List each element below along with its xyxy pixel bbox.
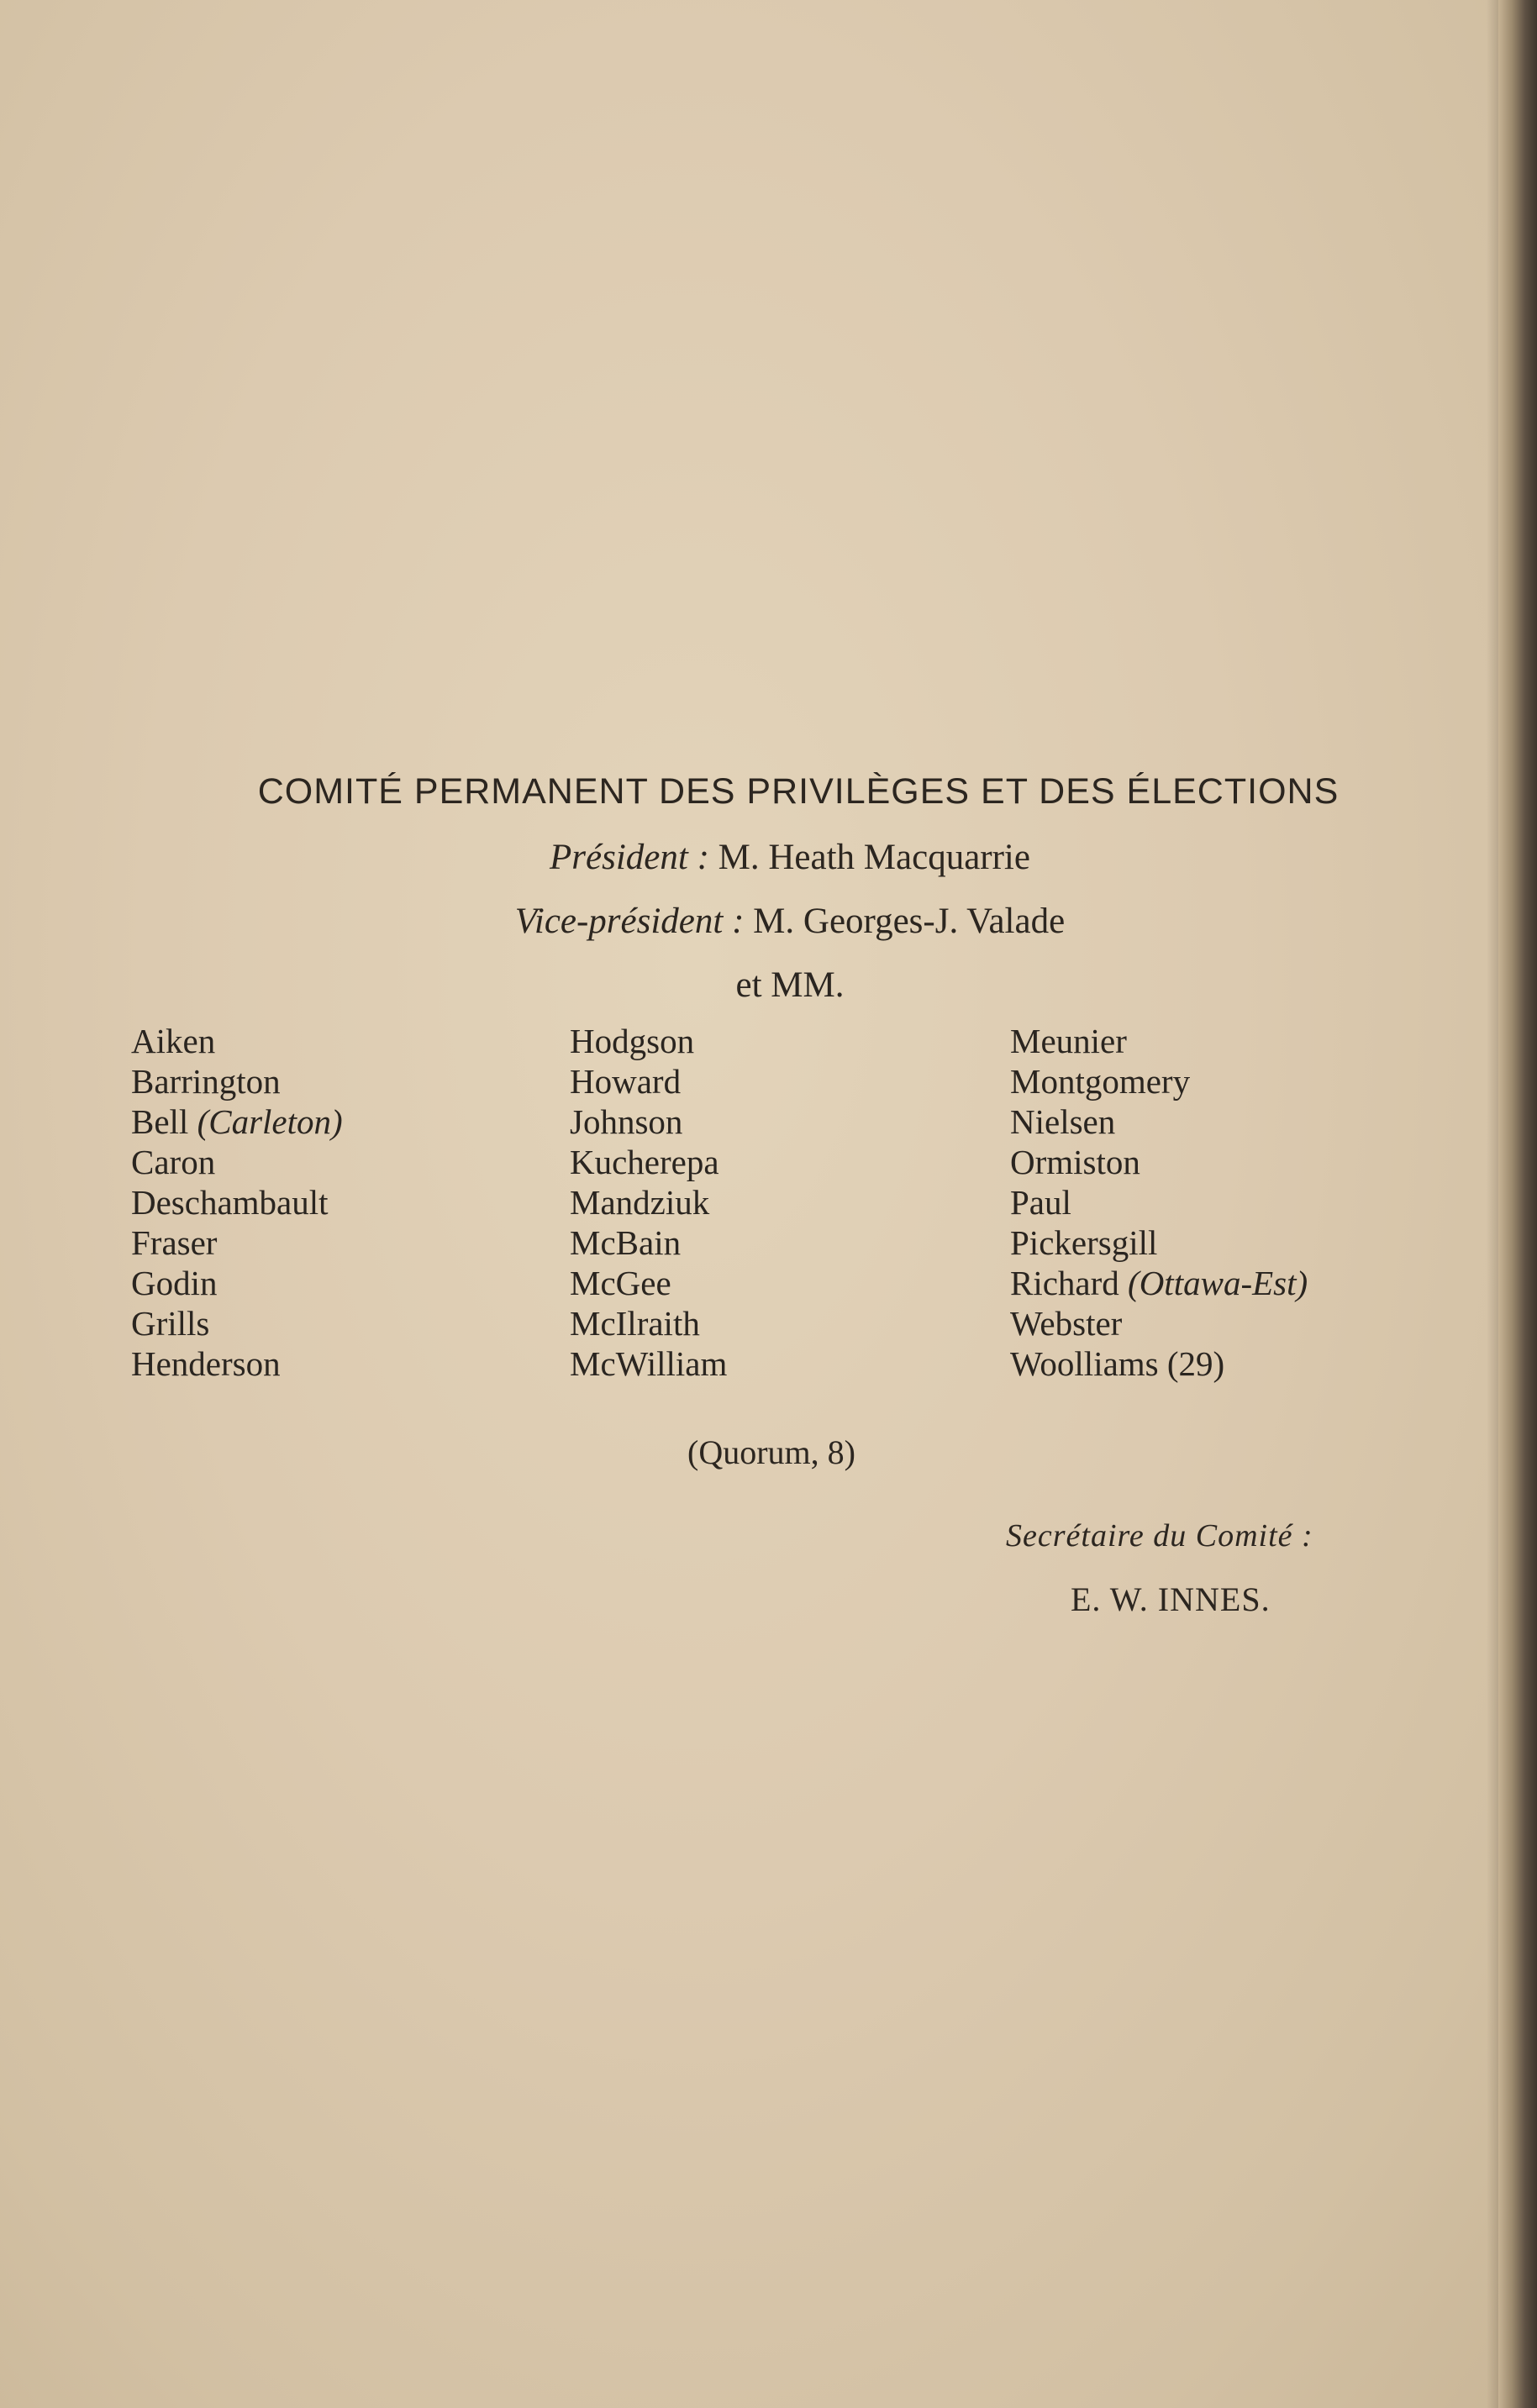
member-entry — [131, 1182, 343, 1222]
member-name: Kucherepa — [570, 1143, 719, 1181]
member-name: Meunier — [1010, 1022, 1127, 1060]
member-entry — [1010, 1061, 1308, 1101]
member-entry — [570, 1101, 727, 1142]
member-name: Hodgson — [570, 1022, 695, 1060]
member-entry — [570, 1303, 727, 1343]
member-district: (Ottawa-Est) — [1128, 1264, 1308, 1302]
member-name: Pickersgill — [1010, 1223, 1158, 1262]
member-name: Bell — [131, 1102, 189, 1141]
member-entry — [1010, 1222, 1308, 1263]
members-column-1 — [131, 1021, 343, 1384]
member-entry — [131, 1222, 343, 1263]
vice-president-name: M. Georges-J. Valade — [753, 902, 1066, 941]
member-entry — [131, 1142, 343, 1182]
members-column-2 — [570, 1021, 727, 1384]
member-name: Fraser — [131, 1223, 218, 1262]
member-name: Montgomery — [1010, 1062, 1191, 1101]
member-entry — [1010, 1142, 1308, 1182]
book-spine — [1498, 0, 1537, 2408]
member-entry — [131, 1021, 343, 1061]
member-entry — [570, 1142, 727, 1182]
member-name: McGee — [570, 1264, 671, 1302]
member-name: Webster — [1010, 1304, 1123, 1343]
members-intro: et MM. — [735, 965, 845, 1005]
secretary-label: Secrétaire du Comité : — [1006, 1518, 1313, 1554]
member-entry — [570, 1182, 727, 1222]
member-entry — [1010, 1182, 1308, 1222]
member-name: Henderson — [131, 1344, 281, 1383]
member-entry — [131, 1101, 343, 1142]
member-name: Nielsen — [1010, 1102, 1116, 1141]
member-entry — [570, 1061, 727, 1101]
member-entry — [131, 1343, 343, 1384]
vice-president-line — [0, 901, 1537, 942]
member-name: McWilliam — [570, 1344, 728, 1383]
member-entry — [570, 1263, 727, 1303]
member-name: Johnson — [570, 1102, 683, 1141]
member-name: Caron — [131, 1143, 216, 1181]
member-count: (29) — [1166, 1344, 1225, 1383]
member-name: McBain — [570, 1223, 682, 1262]
president-name: M. Heath Macquarrie — [718, 838, 1030, 877]
member-entry — [1010, 1343, 1308, 1384]
member-name: Ormiston — [1010, 1143, 1140, 1181]
member-entry — [1010, 1021, 1308, 1061]
committee-title: COMITÉ PERMANENT DES PRIVILÈGES ET DES ÉLECTIONS — [257, 771, 1340, 812]
member-name: Howard — [570, 1062, 682, 1101]
member-name: Deschambault — [131, 1183, 329, 1222]
member-name: McIlraith — [570, 1304, 700, 1343]
member-entry — [570, 1343, 727, 1384]
member-entry — [1010, 1101, 1308, 1142]
member-entry — [1010, 1303, 1308, 1343]
member-entry — [131, 1263, 343, 1303]
quorum-note: (Quorum, 8) — [687, 1433, 855, 1471]
member-name: Woolliams — [1010, 1344, 1159, 1383]
member-name: Grills — [131, 1304, 210, 1343]
members-column-3 — [1010, 1021, 1308, 1384]
vice-president-role: Vice-président : — [514, 902, 745, 941]
member-entry — [570, 1222, 727, 1263]
member-name: Richard — [1010, 1264, 1119, 1302]
president-role: Président : — [550, 838, 709, 877]
page-gutter-shadow — [1487, 0, 1498, 2408]
member-entry — [1010, 1263, 1308, 1303]
member-name: Godin — [131, 1264, 218, 1302]
member-name: Paul — [1010, 1183, 1071, 1222]
member-name: Barrington — [131, 1062, 281, 1101]
member-entry — [131, 1061, 343, 1101]
president-line — [0, 837, 1537, 878]
member-district: (Carleton) — [197, 1102, 343, 1141]
member-name: Aiken — [131, 1022, 216, 1060]
secretary-name: E. W. INNES. — [1071, 1580, 1271, 1618]
member-name: Mandziuk — [570, 1183, 710, 1222]
member-entry — [570, 1021, 727, 1061]
member-entry — [131, 1303, 343, 1343]
